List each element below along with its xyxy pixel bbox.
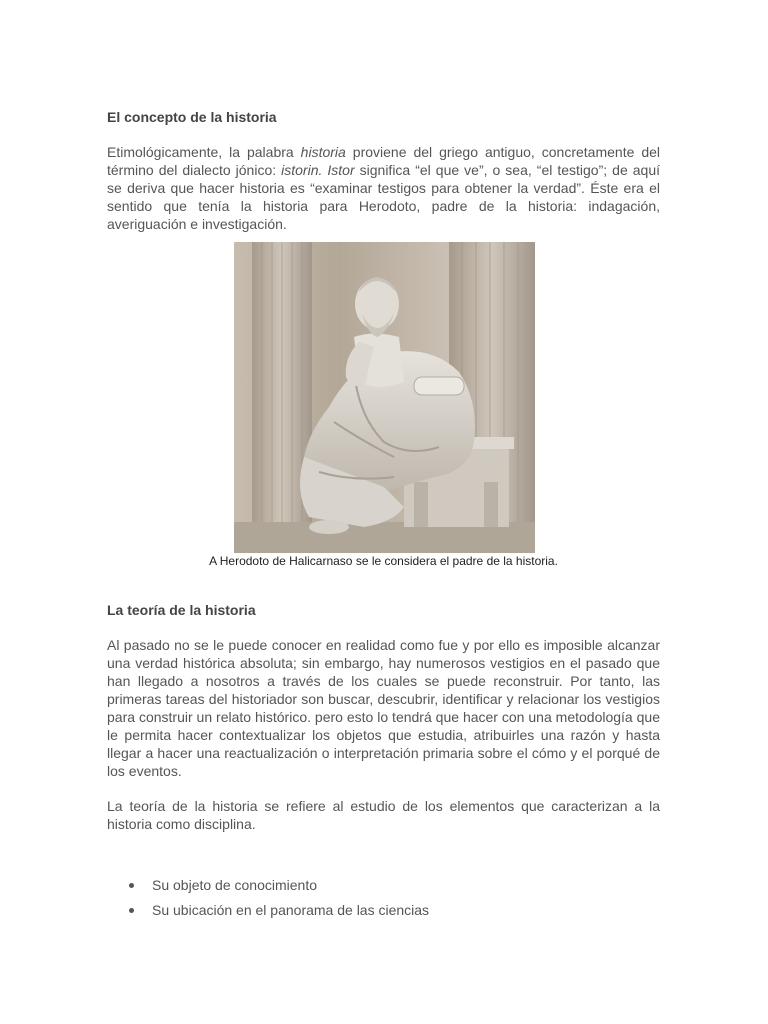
paragraph-etimologia: [107, 143, 660, 233]
bullet-icon: [129, 883, 134, 888]
list-item: [107, 901, 660, 919]
text-run: proviene del griego antiguo, concretamente del término del dialecto jónico:: [107, 144, 661, 178]
italic-term-istorin: istorin. Istor: [281, 162, 355, 178]
list-item-text: Su ubicación en el panorama de las ciencias: [152, 902, 430, 918]
figure-herodoto: [107, 242, 660, 569]
statue-photo: [234, 242, 535, 553]
figure-caption: A Herodoto de Halicarnaso se le considera el padre de la historia.: [209, 554, 558, 568]
text-run: Etimológicamente, la palabra: [107, 144, 301, 160]
text-run: significa “el que ve”, o sea, “el testigo”; de aquí se deriva que hacer historia es “examinar testigos para obtener la verdad”. Éste era el sentido que tenía la historia para Herodoto, padre de la historia: indagación, averiguación e investigación.: [107, 162, 660, 232]
italic-term-historia: historia: [300, 144, 346, 160]
section-heading-teoria: La teoría de la historia: [107, 602, 256, 618]
document-page: [107, 108, 660, 926]
section-heading-concepto: El concepto de la historia: [107, 109, 277, 125]
paragraph-teoria: La teoría de la historia se refiere al estudio de los elementos que caracterizan a la historia como disciplina.: [107, 798, 660, 832]
bullet-icon: [129, 908, 134, 913]
bullet-list: [107, 876, 660, 919]
list-item: [107, 876, 660, 894]
paragraph-pasado: Al pasado no se le puede conocer en realidad como fue y por ello es imposible alcanzar una verdad histórica absoluta; sin embargo, hay numerosos vestigios en el pasado que han llegado a nosotros a través de los cuales se puede reconstruir. Por tanto, las primeras tareas del historiador son buscar, descubrir, identificar y relacionar los vestigios para construir un relato histórico. pero esto lo tendrá que hacer con una metodología que le permita hacer contextualizar los objetos que estudia, atribuirles una razón y hasta llegar a hacer una reactualización o interpretación primaria sobre el cómo y el porqué de los eventos.: [107, 637, 660, 779]
list-item-text: Su objeto de conocimiento: [152, 877, 317, 893]
